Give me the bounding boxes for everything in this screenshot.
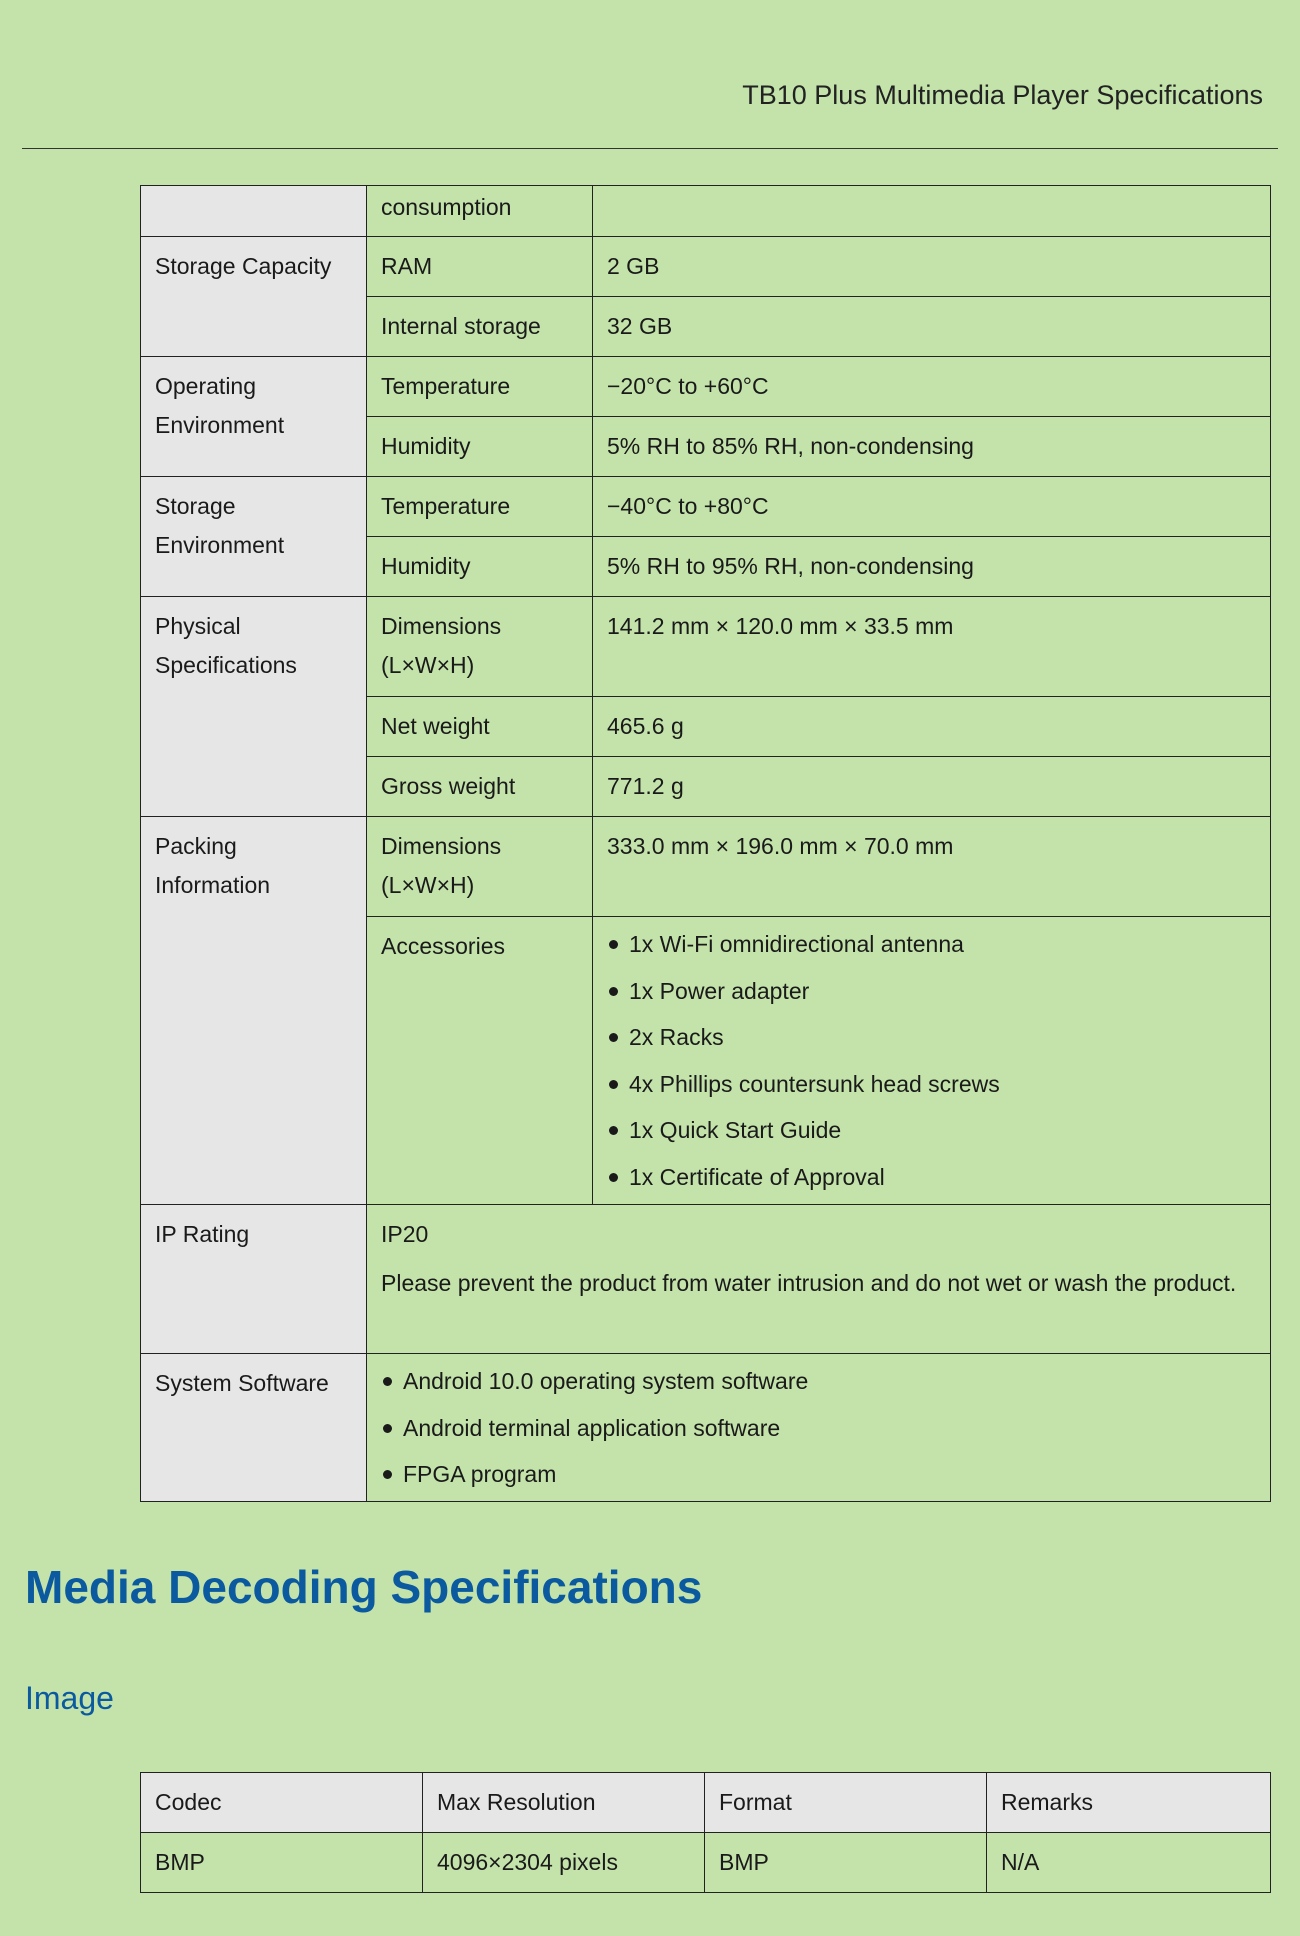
system-software-value [367, 1354, 1271, 1502]
category-physical-specifications: Physical Specifications [141, 597, 367, 817]
item-label: Gross weight [367, 757, 593, 817]
software-list [381, 1358, 1256, 1498]
ip-rating-code: IP20 [381, 1221, 429, 1247]
image-codec-table [140, 1772, 1271, 1893]
list-item: 1x Quick Start Guide [607, 1107, 1256, 1154]
category-operating-environment: Operating Environment [141, 357, 367, 477]
category-cell-continued [141, 186, 367, 237]
item-value: 5% RH to 95% RH, non-condensing [593, 537, 1271, 597]
table-row [141, 1354, 1271, 1502]
item-label: Dimensions (L×W×H) [367, 817, 593, 917]
header-divider [22, 148, 1278, 149]
item-label: Dimensions (L×W×H) [367, 597, 593, 697]
table-cell: N/A [987, 1833, 1271, 1893]
item-value: 141.2 mm × 120.0 mm × 33.5 mm [593, 597, 1271, 697]
list-item: 1x Wi-Fi omnidirectional antenna [607, 921, 1256, 968]
item-value: −20°C to +60°C [593, 357, 1271, 417]
table-row [141, 1833, 1271, 1893]
table-header-row [141, 1773, 1271, 1833]
item-value: 2 GB [593, 237, 1271, 297]
list-item: Android terminal application software [381, 1405, 1256, 1452]
specifications-table [140, 185, 1271, 1502]
category-packing-information: Packing Information [141, 817, 367, 1205]
item-label: Humidity [367, 417, 593, 477]
item-value: −40°C to +80°C [593, 477, 1271, 537]
list-item: 4x Phillips countersunk head screws [607, 1061, 1256, 1108]
item-label: RAM [367, 237, 593, 297]
subsection-title: Image [25, 1680, 114, 1716]
ip-rating-note: Please prevent the product from water intrusion and do not wet or wash the product. [381, 1270, 1237, 1296]
item-value: 32 GB [593, 297, 1271, 357]
item-label: Net weight [367, 697, 593, 757]
table-cell: BMP [141, 1833, 423, 1893]
item-label: Humidity [367, 537, 593, 597]
list-item: Android 10.0 operating system software [381, 1358, 1256, 1405]
item-value [593, 917, 1271, 1205]
item-value: 771.2 g [593, 757, 1271, 817]
list-item: 1x Certificate of Approval [607, 1154, 1256, 1201]
table-row [141, 597, 1271, 697]
table-row [141, 1205, 1271, 1354]
table-row [141, 237, 1271, 297]
category-storage-environment: Storage Environment [141, 477, 367, 597]
section-title: Media Decoding Specifications [25, 1561, 703, 1613]
item-label: Accessories [367, 917, 593, 1205]
category-storage-capacity: Storage Capacity [141, 237, 367, 357]
item-label: consumption [367, 186, 593, 237]
column-header: Format [705, 1773, 987, 1833]
column-header: Max Resolution [423, 1773, 705, 1833]
list-item: 1x Power adapter [607, 968, 1256, 1015]
list-item: FPGA program [381, 1451, 1256, 1498]
item-value [593, 186, 1271, 237]
column-header: Remarks [987, 1773, 1271, 1833]
table-row [141, 357, 1271, 417]
table-cell: BMP [705, 1833, 987, 1893]
page-header-title: TB10 Plus Multimedia Player Specifications [742, 80, 1263, 110]
category-system-software: System Software [141, 1354, 367, 1502]
table-row [141, 817, 1271, 917]
item-label: Temperature [367, 357, 593, 417]
ip-rating-value [367, 1205, 1271, 1354]
item-label: Temperature [367, 477, 593, 537]
category-ip-rating: IP Rating [141, 1205, 367, 1354]
table-cell: 4096×2304 pixels [423, 1833, 705, 1893]
item-label: Internal storage [367, 297, 593, 357]
item-value: 333.0 mm × 196.0 mm × 70.0 mm [593, 817, 1271, 917]
item-value: 465.6 g [593, 697, 1271, 757]
item-value: 5% RH to 85% RH, non-condensing [593, 417, 1271, 477]
column-header: Codec [141, 1773, 423, 1833]
list-item: 2x Racks [607, 1014, 1256, 1061]
table-row [141, 477, 1271, 537]
accessories-list [607, 921, 1256, 1200]
table-row [141, 186, 1271, 237]
